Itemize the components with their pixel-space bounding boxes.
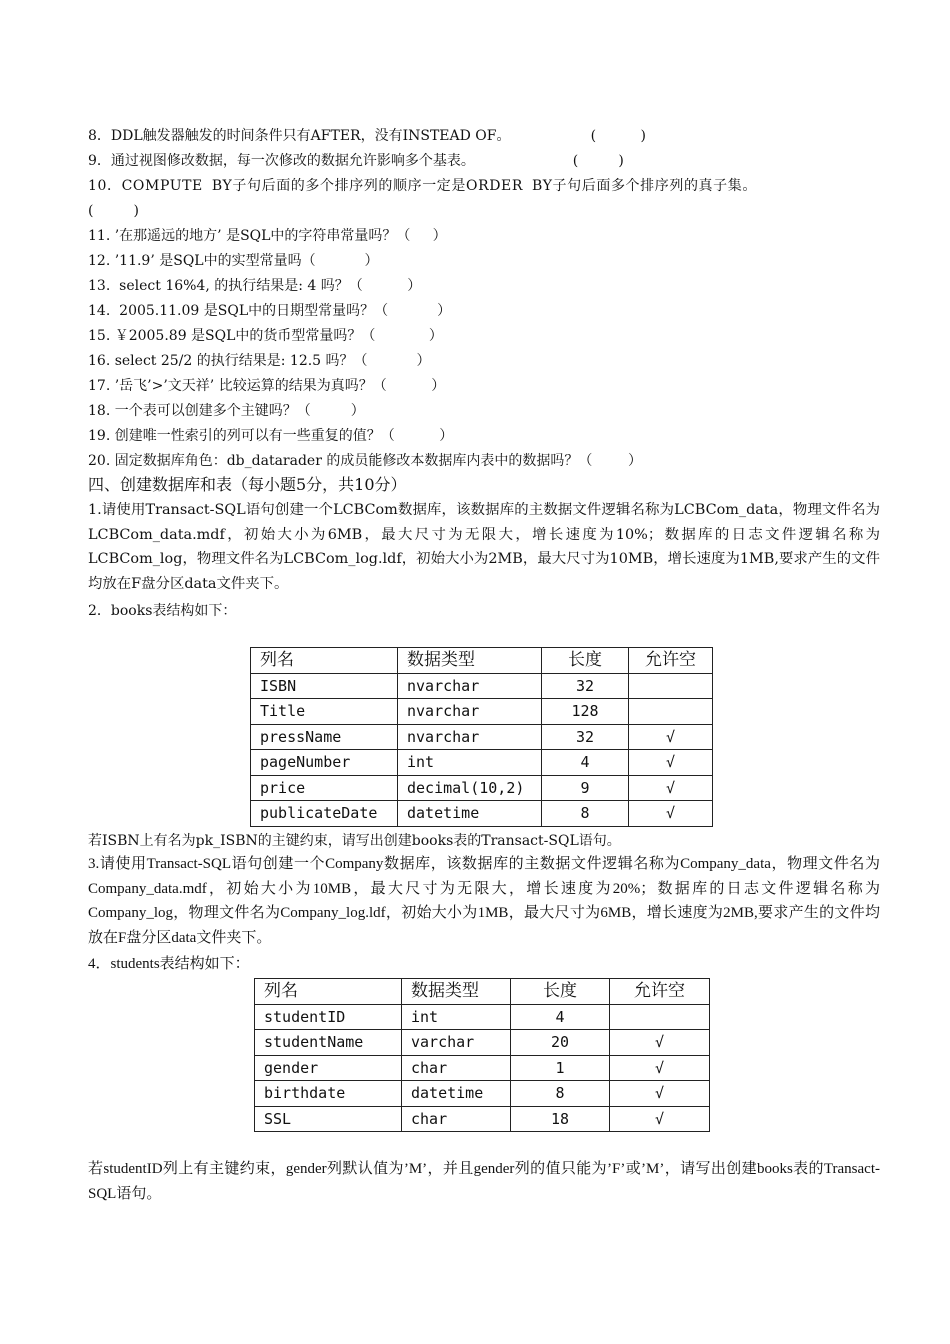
question-20: 20. 固定数据库角色：db_datarader 的成员能修改本数据库内表中的数据吗？（ ）: [88, 453, 642, 469]
cell-length: 4: [542, 750, 629, 776]
task-4-note: 若studentID列上有主键约束，gender列默认值为’M’，并且gender列的值只能为’F’或’M’，请写出创建books表的Transact-SQL语句。: [88, 1161, 880, 1202]
cell-length: 1: [511, 1055, 610, 1081]
cell-nullable: [629, 699, 713, 725]
table-row: [255, 1055, 710, 1081]
question-18: 18. 一个表可以创建多个主键吗？（ ）: [88, 403, 365, 419]
table-row: [251, 699, 713, 725]
cell-length: 18: [511, 1106, 610, 1132]
task-2-title: 2．books表结构如下：: [88, 603, 237, 619]
cell-length: 8: [542, 801, 629, 827]
cell-name: studentID: [255, 1004, 402, 1030]
header-col-type: 数据类型: [402, 979, 511, 1005]
header-col-name: 列名: [251, 648, 398, 674]
header-col-name: 列名: [255, 979, 402, 1005]
cell-length: 128: [542, 699, 629, 725]
cell-name: pressName: [251, 724, 398, 750]
cell-nullable: √: [629, 801, 713, 827]
books-table: [250, 647, 713, 827]
table-header-row: [251, 648, 713, 674]
header-col-length: 长度: [511, 979, 610, 1005]
header-col-length: 长度: [542, 648, 629, 674]
question-13: 13. select 16%4, 的执行结果是: 4 吗？（ ）: [88, 278, 422, 294]
cell-length: 20: [511, 1030, 610, 1056]
cell-type: nvarchar: [398, 724, 542, 750]
cell-name: birthdate: [255, 1081, 402, 1107]
cell-name: SSL: [255, 1106, 402, 1132]
cell-name: ISBN: [251, 673, 398, 699]
question-10-answer: ( ): [88, 203, 139, 219]
cell-type: datetime: [398, 801, 542, 827]
cell-name: pageNumber: [251, 750, 398, 776]
table-row: [251, 775, 713, 801]
question-11: 11. ’在那遥远的地方’ 是SQL中的字符串常量吗？（ ）: [88, 228, 447, 244]
cell-type: varchar: [402, 1030, 511, 1056]
question-16: 16. select 25/2 的执行结果是: 12.5 吗？（ ）: [88, 353, 431, 369]
cell-length: 9: [542, 775, 629, 801]
cell-type: char: [402, 1055, 511, 1081]
table-row: [255, 1106, 710, 1132]
task-1: 1.请使用Transact-SQL语句创建一个LCBCom数据库，该数据库的主数据文件逻辑名称为LCBCom_data，物理文件名为LCBCom_data.mdf，初始大小为6MB，最大尺寸为无限大，增长速度为10%；数据库的日志文件逻辑名称为LCBCom_log，物理文件名为LCBCom_log.ldf，初始大小为2MB，最大尺寸为10MB，增长速度为1MB,要求产生的文件均放在F盘分区data文件夹下。: [88, 502, 880, 592]
cell-nullable: √: [610, 1081, 710, 1107]
task-2-note: 若ISBN上有名为pk_ISBN的主键约束，请写出创建books表的Transact-SQL语句。: [88, 833, 621, 849]
students-table: [254, 978, 710, 1132]
table-row: [255, 1030, 710, 1056]
task-3: 3.请使用Transact-SQL语句创建一个Company数据库，该数据库的主数据文件逻辑名称为Company_data，物理文件名为Company_data.mdf，初始大小为10MB，最大尺寸为无限大，增长速度为20%；数据库的日志文件逻辑名称为Company_log，物理文件名为Company_log.ldf，初始大小为1MB，最大尺寸为6MB，增长速度为2MB,要求产生的文件均放在F盘分区data文件夹下。: [88, 856, 880, 946]
section-title: 四、创建数据库和表（每小题5分，共10分）: [88, 475, 407, 494]
table-row: [251, 801, 713, 827]
cell-nullable: √: [629, 775, 713, 801]
cell-name: price: [251, 775, 398, 801]
cell-nullable: √: [629, 750, 713, 776]
question-10: 10．COMPUTE BY子句后面的多个排序列的顺序一定是ORDER BY子句后面多个排序列的真子集。: [88, 178, 757, 194]
cell-type: int: [402, 1004, 511, 1030]
cell-nullable: √: [629, 724, 713, 750]
cell-name: gender: [255, 1055, 402, 1081]
header-col-nullable: 允许空: [629, 648, 713, 674]
cell-type: char: [402, 1106, 511, 1132]
cell-nullable: √: [610, 1055, 710, 1081]
cell-type: int: [398, 750, 542, 776]
cell-type: nvarchar: [398, 699, 542, 725]
question-8: 8．DDL触发器触发的时间条件只有AFTER，没有INSTEAD OF。 ( ): [88, 128, 647, 144]
cell-length: 32: [542, 724, 629, 750]
header-col-nullable: 允许空: [610, 979, 710, 1005]
table-row: [251, 750, 713, 776]
cell-length: 32: [542, 673, 629, 699]
task-4-title: 4．students表结构如下：: [88, 956, 250, 972]
question-9: 9．通过视图修改数据，每一次修改的数据允许影响多个基表。 ( ): [88, 153, 624, 169]
cell-type: datetime: [402, 1081, 511, 1107]
cell-nullable: [610, 1004, 710, 1030]
cell-type: decimal(10,2): [398, 775, 542, 801]
table-row: [251, 724, 713, 750]
question-15: 15. ￥2005.89 是SQL中的货币型常量吗？（ ）: [88, 328, 443, 344]
cell-name: publicateDate: [251, 801, 398, 827]
cell-name: Title: [251, 699, 398, 725]
question-17: 17. ’岳飞’>’文天祥’ 比较运算的结果为真吗？（ ）: [88, 378, 446, 394]
header-col-type: 数据类型: [398, 648, 542, 674]
cell-nullable: [629, 673, 713, 699]
cell-type: nvarchar: [398, 673, 542, 699]
table-row: [255, 1004, 710, 1030]
question-19: 19. 创建唯一性索引的列可以有一些重复的值？（ ）: [88, 428, 454, 444]
table-header-row: [255, 979, 710, 1005]
cell-length: 8: [511, 1081, 610, 1107]
cell-name: studentName: [255, 1030, 402, 1056]
cell-nullable: √: [610, 1106, 710, 1132]
table-row: [251, 673, 713, 699]
table-row: [255, 1081, 710, 1107]
question-14: 14. 2005.11.09 是SQL中的日期型常量吗？（ ）: [88, 303, 452, 319]
question-12: 12. ’11.9’ 是SQL中的实型常量吗（ ）: [88, 253, 379, 269]
cell-length: 4: [511, 1004, 610, 1030]
cell-nullable: √: [610, 1030, 710, 1056]
